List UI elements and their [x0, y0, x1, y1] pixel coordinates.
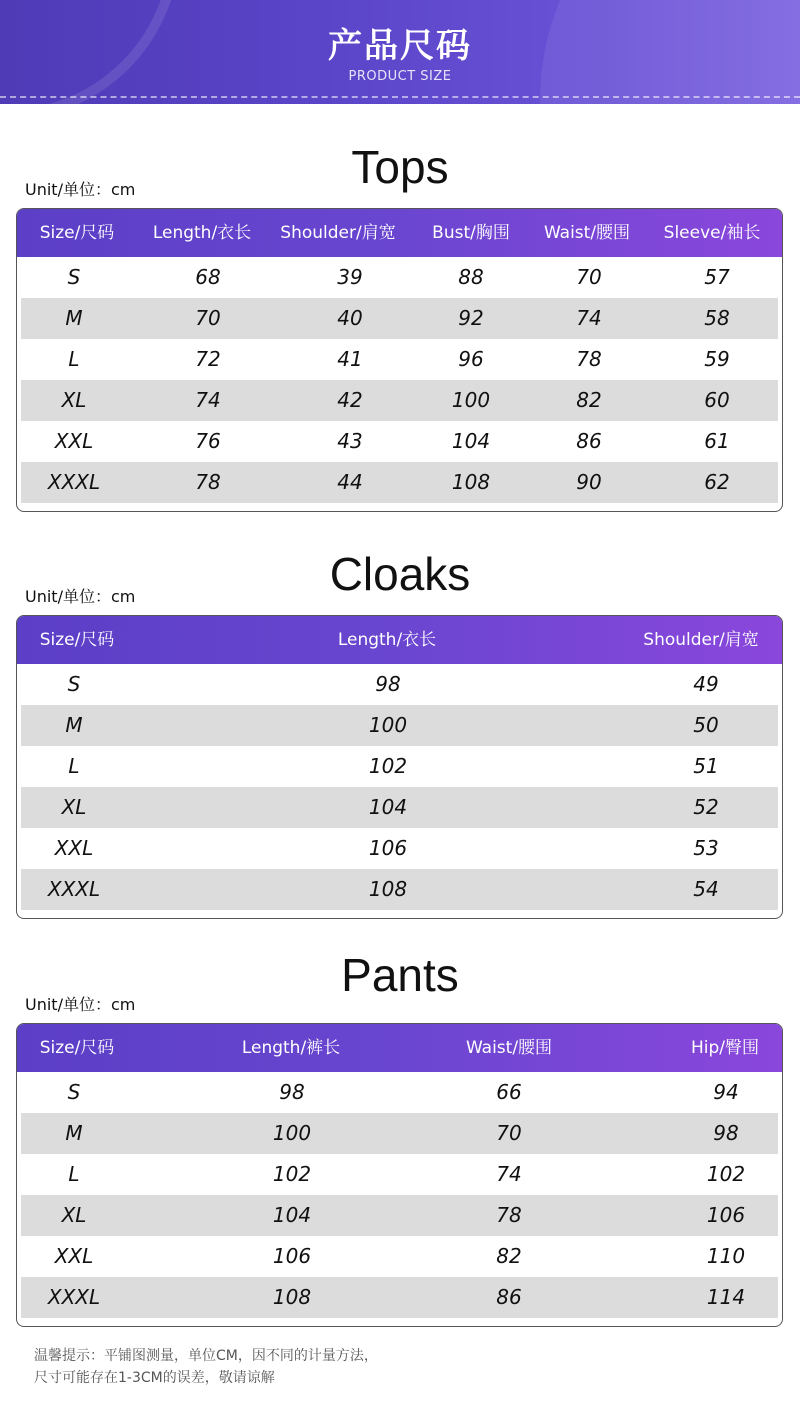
measurement-cell: 106 [272, 1244, 312, 1268]
tops-table-body [17, 257, 782, 503]
measurement-cell: 59 [704, 347, 730, 371]
table-row [21, 380, 778, 421]
tops-col-waist: Waist/腰围 [543, 223, 631, 243]
measurement-cell: 41 [337, 347, 363, 371]
measurement-note [34, 1345, 378, 1389]
measurement-cell: 114 [706, 1285, 746, 1309]
cloaks-col-shoulder: Shoulder/肩宽 [643, 630, 759, 650]
cloaks-unit-label: Unit/单位：cm [25, 587, 136, 606]
measurement-cell: 82 [496, 1244, 522, 1268]
measurement-cell: 100 [451, 388, 491, 412]
size-cell: L [68, 1162, 80, 1186]
measurement-cell: 102 [272, 1162, 312, 1186]
size-cell: S [67, 1080, 81, 1104]
table-row [17, 1072, 782, 1113]
measurement-cell: 74 [496, 1162, 522, 1186]
size-cell: M [65, 713, 83, 737]
table-row [17, 664, 782, 705]
pants-title: Pants [341, 949, 459, 1001]
size-cell: XXL [54, 1244, 94, 1268]
measurement-cell: 78 [496, 1203, 522, 1227]
size-cell: XXL [54, 429, 94, 453]
measurement-cell: 104 [368, 795, 408, 819]
measurement-cell: 52 [693, 795, 719, 819]
size-cell: M [65, 306, 83, 330]
size-cell: M [65, 1121, 83, 1145]
measurement-cell: 78 [195, 470, 221, 494]
measurement-cell: 70 [576, 265, 602, 289]
table-row [17, 257, 782, 298]
measurement-note-line2: 尺寸可能存在1-3CM的误差，敬请谅解 [34, 1370, 275, 1386]
table-row [17, 828, 782, 869]
cloaks-title: Cloaks [329, 548, 471, 600]
page-subtitle: PRODUCT SIZE [348, 69, 452, 84]
stitch-divider [0, 96, 800, 98]
measurement-cell: 98 [279, 1080, 305, 1104]
measurement-cell: 82 [576, 388, 602, 412]
size-cell: XL [61, 1203, 87, 1227]
measurement-cell: 100 [368, 713, 408, 737]
cloaks-table-body [17, 664, 782, 910]
measurement-cell: 66 [496, 1080, 522, 1104]
measurement-cell: 57 [704, 265, 730, 289]
tops-title: Tops [351, 141, 449, 193]
size-cell: XXXL [47, 1285, 101, 1309]
table-row [17, 746, 782, 787]
page-title: 产品尺码 [328, 26, 472, 66]
measurement-cell: 76 [195, 429, 221, 453]
size-cell: S [67, 672, 81, 696]
measurement-cell: 104 [272, 1203, 312, 1227]
measurement-cell: 70 [496, 1121, 522, 1145]
measurement-cell: 74 [576, 306, 602, 330]
measurement-cell: 39 [337, 265, 363, 289]
tops-col-shoulder: Shoulder/肩宽 [280, 223, 396, 243]
size-cell: XXXL [47, 877, 101, 901]
pants-col-length: Length/裤长 [241, 1038, 341, 1058]
measurement-cell: 74 [195, 388, 221, 412]
measurement-cell: 60 [704, 388, 730, 412]
table-row [21, 869, 778, 910]
tops-size-table [16, 208, 783, 512]
table-row [17, 339, 782, 380]
measurement-cell: 90 [576, 470, 602, 494]
measurement-cell: 42 [337, 388, 363, 412]
measurement-cell: 108 [368, 877, 408, 901]
size-cell: L [68, 754, 80, 778]
tops-col-sleeve: Sleeve/袖长 [663, 223, 761, 243]
measurement-cell: 54 [693, 877, 719, 901]
measurement-cell: 61 [704, 429, 730, 453]
table-row [21, 705, 778, 746]
measurement-cell: 102 [706, 1162, 746, 1186]
measurement-cell: 62 [704, 470, 730, 494]
measurement-cell: 106 [706, 1203, 746, 1227]
measurement-cell: 58 [704, 306, 730, 330]
measurement-cell: 86 [496, 1285, 522, 1309]
cloaks-col-length: Length/衣长 [337, 630, 437, 650]
table-row [17, 421, 782, 462]
measurement-cell: 92 [458, 306, 484, 330]
measurement-cell: 50 [693, 713, 719, 737]
pants-size-table [16, 1023, 783, 1327]
measurement-cell: 49 [693, 672, 719, 696]
measurement-cell: 78 [576, 347, 602, 371]
measurement-cell: 98 [375, 672, 401, 696]
cloaks-size-table [16, 615, 783, 919]
measurement-cell: 86 [576, 429, 602, 453]
table-row [17, 1154, 782, 1195]
size-cell: XXXL [47, 470, 101, 494]
measurement-cell: 100 [272, 1121, 312, 1145]
table-row [21, 462, 778, 503]
size-cell: XXL [54, 836, 94, 860]
size-cell: S [67, 265, 81, 289]
pants-col-hip: Hip/臀围 [690, 1038, 760, 1058]
measurement-cell: 108 [272, 1285, 312, 1309]
table-row [17, 1236, 782, 1277]
tops-unit-label: Unit/单位：cm [25, 180, 136, 199]
size-cell: L [68, 347, 80, 371]
pants-table-body [17, 1072, 782, 1318]
measurement-cell: 102 [368, 754, 408, 778]
measurement-cell: 94 [713, 1080, 739, 1104]
size-cell: XL [61, 795, 87, 819]
measurement-cell: 68 [195, 265, 221, 289]
cloaks-col-size: Size/尺码 [39, 630, 115, 650]
pants-col-size: Size/尺码 [39, 1038, 115, 1058]
pants-col-waist: Waist/腰围 [465, 1038, 553, 1058]
measurement-cell: 43 [337, 429, 363, 453]
tops-col-length: Length/衣长 [152, 223, 252, 243]
pants-unit-label: Unit/单位：cm [25, 995, 136, 1014]
cloaks-table-header [17, 616, 782, 664]
size-cell: XL [61, 388, 87, 412]
measurement-cell: 96 [458, 347, 484, 371]
measurement-cell: 88 [458, 265, 484, 289]
header-banner [0, 0, 800, 104]
tops-col-bust: Bust/胸围 [432, 223, 510, 243]
pants-table-header [17, 1024, 782, 1072]
measurement-cell: 51 [693, 754, 719, 778]
measurement-cell: 72 [195, 347, 221, 371]
measurement-cell: 104 [451, 429, 491, 453]
measurement-note-line1: 温馨提示：平铺图测量，单位CM，因不同的计量方法， [34, 1348, 378, 1364]
table-row [21, 1277, 778, 1318]
tops-table-header [17, 209, 782, 257]
measurement-cell: 110 [706, 1244, 746, 1268]
measurement-cell: 53 [693, 836, 719, 860]
measurement-cell: 44 [337, 470, 363, 494]
measurement-cell: 40 [337, 306, 363, 330]
measurement-cell: 98 [713, 1121, 739, 1145]
table-row [21, 298, 778, 339]
table-row [21, 1195, 778, 1236]
table-row [21, 787, 778, 828]
tops-col-size: Size/尺码 [39, 223, 115, 243]
measurement-cell: 108 [451, 470, 491, 494]
measurement-cell: 70 [195, 306, 221, 330]
measurement-cell: 106 [368, 836, 408, 860]
table-row [21, 1113, 778, 1154]
